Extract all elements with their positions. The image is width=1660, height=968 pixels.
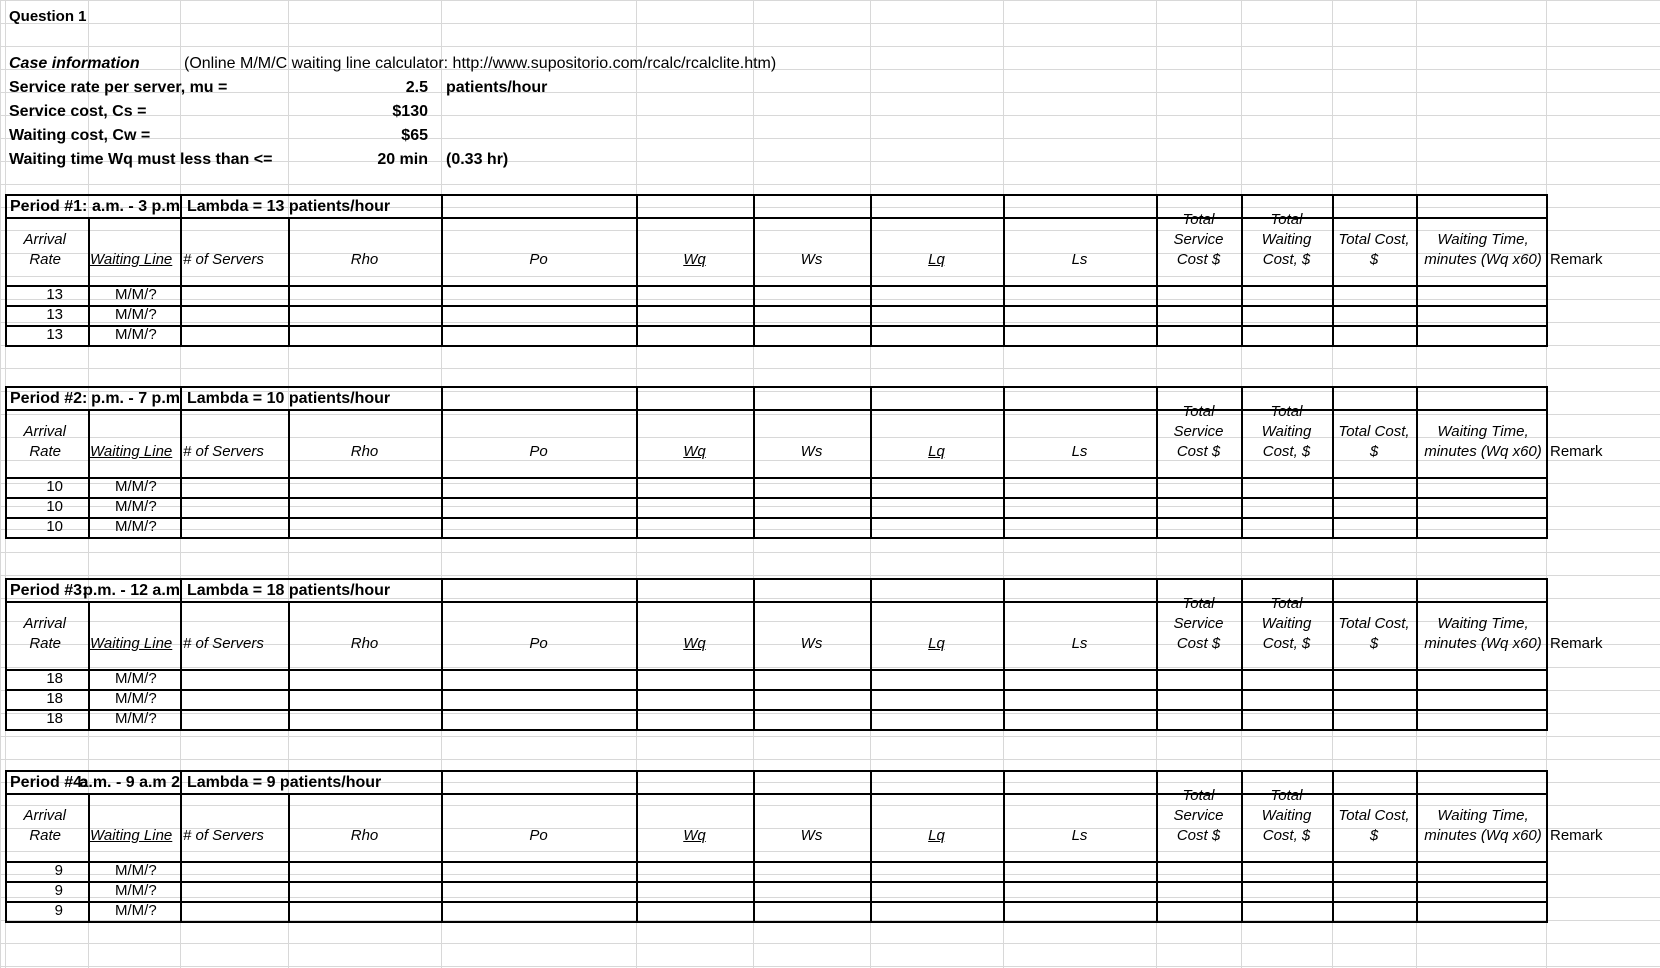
- header-total-service-cost: Total Service Cost $: [1173, 787, 1224, 844]
- arrival-rate-cell[interactable]: 9: [54, 862, 63, 879]
- header-waiting-time: Waiting Time, minutes (Wq x60): [1424, 423, 1542, 460]
- header-wq: Wq: [683, 443, 706, 460]
- arrival-rate-cell[interactable]: 9: [54, 882, 63, 899]
- period-time-range[interactable]: a.m. - 3 p.m: [91, 198, 180, 215]
- waiting-line-cell[interactable]: M/M/?: [115, 902, 157, 919]
- header-waiting-line: Waiting Line: [90, 251, 173, 268]
- header-arrival-rate: Arrival Rate: [23, 423, 66, 460]
- header-po: Po: [529, 443, 548, 460]
- header-total-waiting-cost: Total Waiting Cost, $: [1261, 787, 1312, 844]
- service-rate-value[interactable]: 2.5: [405, 79, 428, 96]
- period-lambda[interactable]: Lambda = 9 patients/hour: [187, 774, 382, 791]
- service-rate-label[interactable]: Service rate per server, mu =: [9, 79, 228, 96]
- header-waiting-time: Waiting Time, minutes (Wq x60): [1424, 807, 1542, 844]
- header-waiting-line: Waiting Line: [90, 443, 173, 460]
- period-lambda[interactable]: Lambda = 18 patients/hour: [187, 582, 391, 599]
- header-remark: Remark: [1550, 827, 1603, 844]
- header-lq: Lq: [928, 827, 945, 844]
- header-po: Po: [529, 251, 548, 268]
- arrival-rate-cell[interactable]: 10: [46, 478, 63, 495]
- header-total-cost: Total Cost, $: [1338, 615, 1410, 652]
- header-rho: Rho: [350, 443, 379, 460]
- header-ws: Ws: [800, 827, 823, 844]
- period-time-range[interactable]: 2 a.m. - 9 a.m: [79, 774, 180, 791]
- period-label[interactable]: Period #1:: [10, 198, 88, 215]
- waiting-time-label[interactable]: Waiting time Wq must less than <=: [9, 151, 273, 168]
- waiting-line-cell[interactable]: M/M/?: [115, 326, 157, 343]
- waiting-line-cell[interactable]: M/M/?: [115, 690, 157, 707]
- arrival-rate-cell[interactable]: 9: [54, 902, 63, 919]
- arrival-rate-cell[interactable]: 13: [46, 326, 63, 343]
- header-ws: Ws: [800, 635, 823, 652]
- header-ls: Ls: [1071, 251, 1088, 268]
- header-servers: # of Servers: [183, 827, 264, 844]
- header-lq: Lq: [928, 251, 945, 268]
- arrival-rate-cell[interactable]: 18: [46, 710, 63, 727]
- header-waiting-time: Waiting Time, minutes (Wq x60): [1424, 231, 1542, 268]
- header-ls: Ls: [1071, 827, 1088, 844]
- arrival-rate-cell[interactable]: 13: [46, 306, 63, 323]
- waiting-time-unit[interactable]: (0.33 hr): [446, 151, 509, 168]
- period-label[interactable]: Period #3:: [10, 582, 88, 599]
- period-time-range[interactable]: p.m. - 12 a.m: [83, 582, 180, 599]
- calculator-link-note[interactable]: (Online M/M/C waiting line calculator: http://www.supositorio.com/rcalc/rcalclite.htm): [184, 55, 777, 72]
- waiting-line-cell[interactable]: M/M/?: [115, 286, 157, 303]
- period-lambda[interactable]: Lambda = 10 patients/hour: [187, 390, 391, 407]
- header-total-service-cost: Total Service Cost $: [1173, 595, 1224, 652]
- service-cost-value[interactable]: $130: [392, 103, 428, 120]
- service-rate-unit[interactable]: patients/hour: [446, 79, 548, 96]
- header-remark: Remark: [1550, 443, 1603, 460]
- waiting-line-cell[interactable]: M/M/?: [115, 498, 157, 515]
- header-total-cost: Total Cost, $: [1338, 423, 1410, 460]
- arrival-rate-cell[interactable]: 18: [46, 690, 63, 707]
- header-total-waiting-cost: Total Waiting Cost, $: [1261, 403, 1312, 460]
- header-remark: Remark: [1550, 251, 1603, 268]
- header-rho: Rho: [350, 251, 379, 268]
- header-ls: Ls: [1071, 443, 1088, 460]
- waiting-cost-value[interactable]: $65: [401, 127, 428, 144]
- header-ws: Ws: [800, 251, 823, 268]
- header-po: Po: [529, 827, 548, 844]
- service-cost-label[interactable]: Service cost, Cs =: [9, 103, 147, 120]
- header-wq: Wq: [683, 635, 706, 652]
- header-lq: Lq: [928, 635, 945, 652]
- header-lq: Lq: [928, 443, 945, 460]
- period-label[interactable]: Period #4:: [10, 774, 88, 791]
- header-wq: Wq: [683, 827, 706, 844]
- arrival-rate-cell[interactable]: 10: [46, 498, 63, 515]
- period-label[interactable]: Period #2:: [10, 390, 88, 407]
- header-ls: Ls: [1071, 635, 1088, 652]
- period-lambda[interactable]: Lambda = 13 patients/hour: [187, 198, 391, 215]
- period-time-range[interactable]: p.m. - 7 p.m: [91, 390, 180, 407]
- arrival-rate-cell[interactable]: 18: [46, 670, 63, 687]
- header-waiting-line: Waiting Line: [90, 635, 173, 652]
- header-total-service-cost: Total Service Cost $: [1173, 403, 1224, 460]
- waiting-line-cell[interactable]: M/M/?: [115, 306, 157, 323]
- header-rho: Rho: [350, 635, 379, 652]
- header-waiting-line: Waiting Line: [90, 827, 173, 844]
- header-arrival-rate: Arrival Rate: [23, 807, 66, 844]
- arrival-rate-cell[interactable]: 13: [46, 286, 63, 303]
- header-total-waiting-cost: Total Waiting Cost, $: [1261, 595, 1312, 652]
- waiting-cost-label[interactable]: Waiting cost, Cw =: [9, 127, 151, 144]
- waiting-line-cell[interactable]: M/M/?: [115, 882, 157, 899]
- header-total-cost: Total Cost, $: [1338, 807, 1410, 844]
- arrival-rate-cell[interactable]: 10: [46, 518, 63, 535]
- header-total-waiting-cost: Total Waiting Cost, $: [1261, 211, 1312, 268]
- header-servers: # of Servers: [183, 443, 264, 460]
- header-arrival-rate: Arrival Rate: [23, 231, 66, 268]
- header-total-cost: Total Cost, $: [1338, 231, 1410, 268]
- waiting-line-cell[interactable]: M/M/?: [115, 518, 157, 535]
- waiting-time-value[interactable]: 20 min: [377, 151, 428, 168]
- header-wq: Wq: [683, 251, 706, 268]
- waiting-line-cell[interactable]: M/M/?: [115, 478, 157, 495]
- header-remark: Remark: [1550, 635, 1603, 652]
- sheet-title[interactable]: Question 1: [9, 8, 87, 25]
- waiting-line-cell[interactable]: M/M/?: [115, 862, 157, 879]
- header-arrival-rate: Arrival Rate: [23, 615, 66, 652]
- header-po: Po: [529, 635, 548, 652]
- waiting-line-cell[interactable]: M/M/?: [115, 670, 157, 687]
- header-total-service-cost: Total Service Cost $: [1173, 211, 1224, 268]
- waiting-line-cell[interactable]: M/M/?: [115, 710, 157, 727]
- case-information-label[interactable]: Case information: [9, 55, 140, 72]
- header-servers: # of Servers: [183, 635, 264, 652]
- header-ws: Ws: [800, 443, 823, 460]
- header-rho: Rho: [350, 827, 379, 844]
- header-waiting-time: Waiting Time, minutes (Wq x60): [1424, 615, 1542, 652]
- header-servers: # of Servers: [183, 251, 264, 268]
